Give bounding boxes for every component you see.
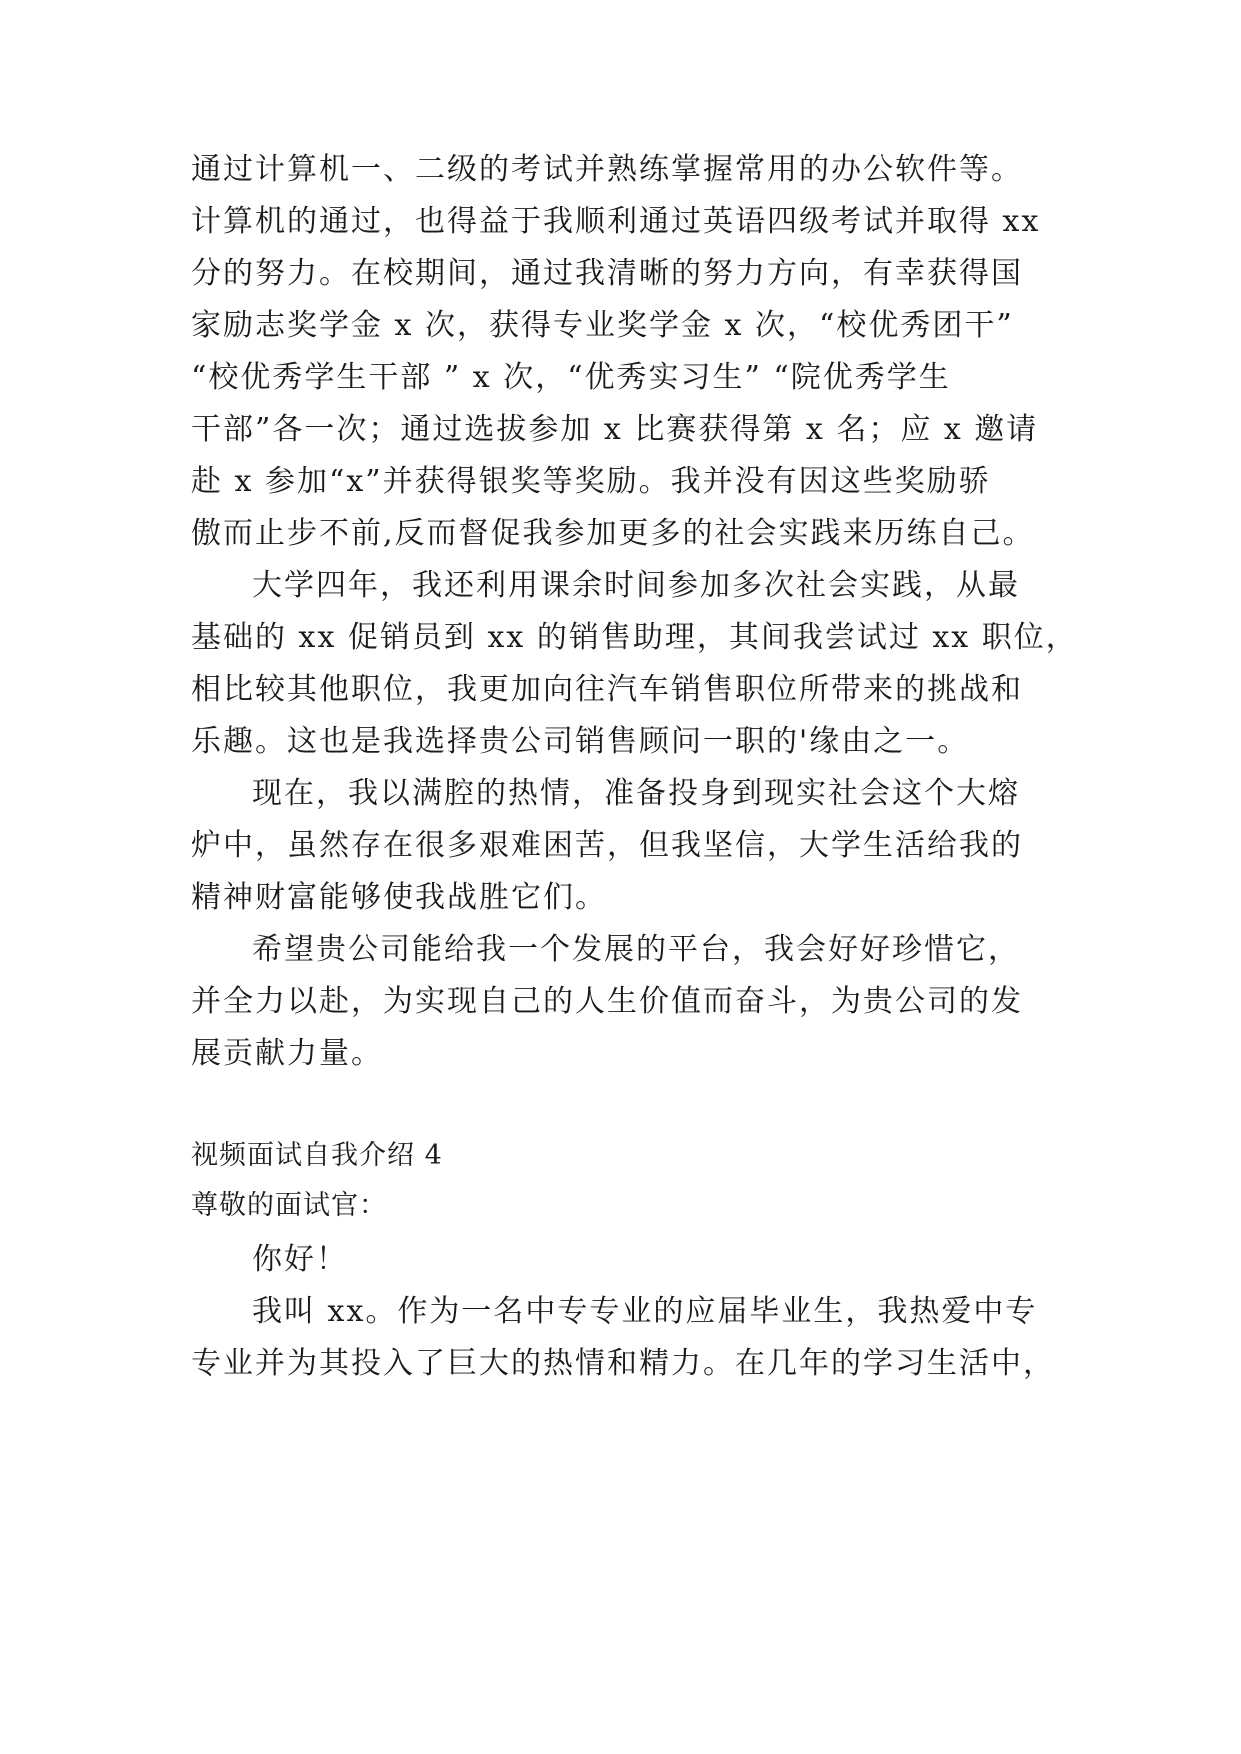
text-line: 大学四年，我还利用课余时间参加多次社会实践，从最 [252,568,1020,603]
salutation: 尊敬的面试官： [191,1190,387,1221]
text-line: 我叫 xx。作为一名中专专业的应届毕业生，我热爱中专 [252,1294,1038,1329]
text-line: 精神财富能够使我战胜它们。 [191,880,607,915]
text-line: 炉中，虽然存在很多艰难困苦，但我坚信，大学生活给我的 [191,828,1023,863]
text-line: 计算机的通过，也得益于我顺利通过英语四级考试并取得 xx [191,204,1041,239]
text-line: 基础的 xx 促销员到 xx 的销售助理，其间我尝试过 xx 职位， [191,620,1078,655]
text-line: 乐趣。这也是我选择贵公司销售顾问一职的'缘由之一。 [191,724,970,759]
text-line: 并全力以赴，为实现自己的人生价值而奋斗，为贵公司的发 [191,984,1023,1019]
text-line: 希望贵公司能给我一个发展的平台，我会好好珍惜它， [252,932,1020,967]
greeting: 你好！ [252,1242,348,1277]
text-line: 傲而止步不前,反而督促我参加更多的社会实践来历练自己。 [191,516,1035,551]
text-line: 相比较其他职位，我更加向往汽车销售职位所带来的挑战和 [191,672,1023,707]
text-line: 现在，我以满腔的热情，准备投身到现实社会这个大熔 [252,776,1020,811]
text-line: 展贡献力量。 [191,1036,383,1071]
section-title: 视频面试自我介绍 4 [191,1140,443,1171]
text-line: 分的努力。在校期间，通过我清晰的努力方向，有幸获得国 [191,256,1023,291]
text-line: 专业并为其投入了巨大的热情和精力。在几年的学习生活中， [191,1346,1055,1381]
text-line: 通过计算机一、二级的考试并熟练掌握常用的办公软件等。 [191,152,1023,187]
text-line: 家励志奖学金 x 次，获得专业奖学金 x 次，“校优秀团干” [191,308,1014,343]
text-line: “校优秀学生干部 ” x 次，“优秀实习生” “院优秀学生 [191,360,951,395]
text-line: 赴 x 参加“x”并获得银奖等奖励。我并没有因这些奖励骄 [191,464,991,499]
text-line: 干部”各一次；通过选拔参加 x 比赛获得第 x 名；应 x 邀请 [191,412,1039,447]
